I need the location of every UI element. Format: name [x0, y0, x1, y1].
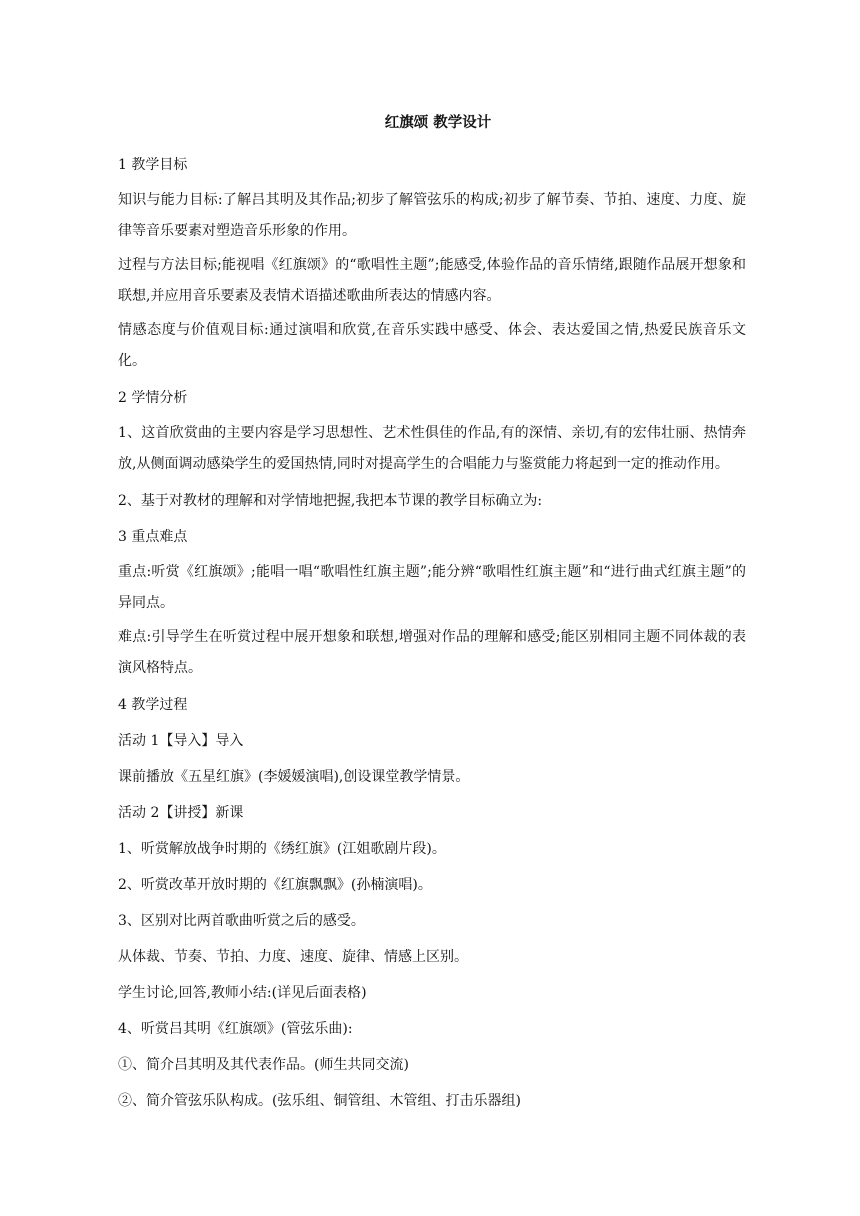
heading-teaching-goals: 1 教学目标 — [118, 157, 188, 173]
heading-student-analysis: 2 学情分析 — [118, 390, 188, 406]
list-item-3-summary: 学生讨论,回答,教师小结:(详见后面表格) — [118, 985, 367, 1001]
list-item-3-detail: 从体裁、节奏、节拍、力度、速度、旋律、情感上区别。 — [118, 949, 468, 965]
document-title: 红旗颂 教学设计 — [384, 114, 492, 131]
heading-key-points: 3 重点难点 — [118, 529, 188, 545]
activity-2-heading: 活动 2【讲授】新课 — [118, 805, 244, 821]
activity-1-heading: 活动 1【导入】导入 — [118, 733, 244, 749]
paragraph-emotion-goal: 情感态度与价值观目标:通过演唱和欣赏,在音乐实践中感受、体会、表达爱国之情,热爱民族音乐文化。 — [118, 322, 746, 369]
list-item-4-sub-1: ①、简介吕其明及其代表作品。(师生共同交流) — [118, 1057, 409, 1073]
list-item-3: 3、区别对比两首歌曲听赏之后的感受。 — [118, 913, 365, 929]
list-item-4: 4、听赏吕其明《红旗颂》(管弦乐曲): — [118, 1021, 353, 1037]
list-item-2: 2、听赏改革开放时期的《红旗飘飘》(孙楠演唱)。 — [118, 877, 432, 893]
activity-1-text: 课前播放《五星红旗》(李媛媛演唱),创设课堂教学情景。 — [118, 769, 470, 785]
list-item-4-sub-2: ②、简介管弦乐队构成。(弦乐组、铜管组、木管组、打击乐器组) — [118, 1093, 521, 1109]
heading-teaching-process: 4 教学过程 — [118, 697, 188, 713]
list-item-1: 1、听赏解放战争时期的《绣红旗》(江姐歌剧片段)。 — [118, 841, 446, 857]
paragraph-analysis-2: 2、基于对教材的理解和对学情地把握,我把本节课的教学目标确立为: — [118, 493, 543, 509]
paragraph-knowledge-goal: 知识与能力目标:了解吕其明及其作品;初步了解管弦乐的构成;初步了解节奏、节拍、速度、力度、旋律等音乐要素对塑造音乐形象的作用。 — [118, 192, 746, 239]
paragraph-difficulty: 难点:引导学生在听赏过程中展开想象和联想,增强对作品的理解和感受;能区别相同主题不同体裁的表演风格特点。 — [118, 629, 746, 676]
paragraph-process-goal: 过程与方法目标;能视唱《红旗颂》的“歌唱性主题”;能感受,体验作品的音乐情绪,跟随作品展开想象和联想,并应用音乐要素及表情术语描述歌曲所表达的情感内容。 — [118, 257, 746, 304]
paragraph-key-point: 重点:听赏《红旗颂》;能唱一唱“歌唱性红旗主题”;能分辨“歌唱性红旗主题”和“进行曲式红旗主题”的异同点。 — [118, 564, 746, 611]
document-page — [118, 111, 746, 1119]
paragraph-analysis-1: 1、这首欣赏曲的主要内容是学习思想性、艺术性俱佳的作品,有的深情、亲切,有的宏伟壮丽、热情奔放,从侧面调动感染学生的爱国热情,同时对提高学生的合唱能力与鉴赏能力将起到一定的推动作用。 — [118, 425, 746, 472]
